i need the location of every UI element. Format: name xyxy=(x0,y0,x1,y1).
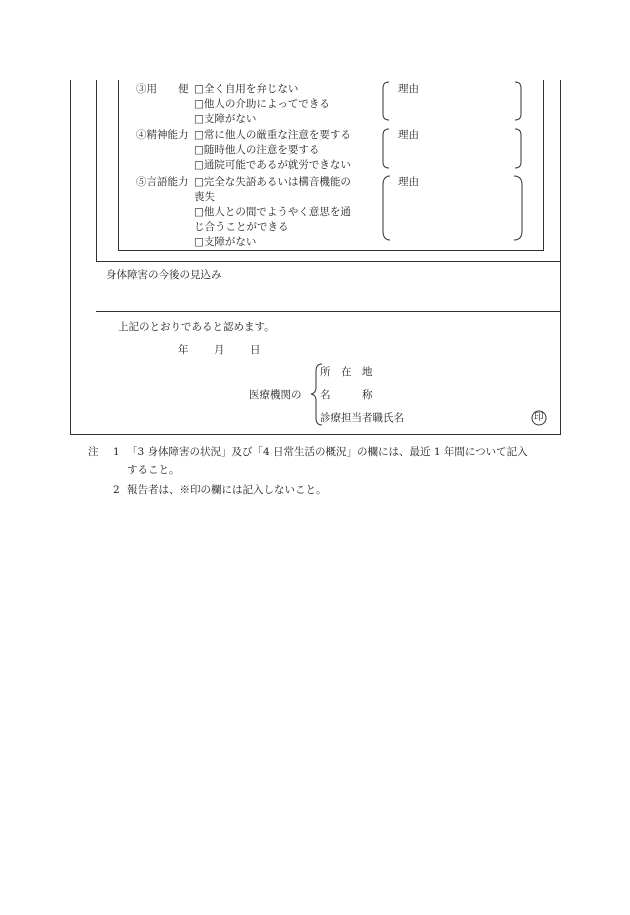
option-continuation: じ合うことができる xyxy=(194,221,289,233)
reason-bracket-right xyxy=(514,176,522,240)
item-label-toilet: ③用 便 xyxy=(136,83,189,95)
notes-prefix: 注 xyxy=(88,446,99,458)
reason-bracket-left xyxy=(383,129,389,168)
reason-label: 理由 xyxy=(398,83,419,95)
note-number: 1 xyxy=(113,446,120,458)
reason-label: 理由 xyxy=(398,129,419,141)
certification-statement: 上記のとおりであると認めます。 xyxy=(118,321,275,333)
reason-bracket-left xyxy=(383,82,389,120)
option-checkbox[interactable]: □通院可能であるが就労できない xyxy=(194,159,351,171)
option-checkbox[interactable]: □支障がない xyxy=(194,236,257,248)
option-checkbox[interactable]: □全く自用を弁じない xyxy=(194,83,299,95)
option-checkbox[interactable]: □常に他人の厳重な注意を要する xyxy=(194,129,351,141)
note-text: 「3 身体障害の状況」及び「4 日常生活の概況」の欄には、最近 1 年間について記入 xyxy=(127,446,528,458)
item-label-speech: ⑤言語能力 xyxy=(136,176,189,188)
institution-label: 医療機関の xyxy=(249,389,302,401)
option-checkbox[interactable]: □随時他人の注意を要する xyxy=(194,144,320,156)
option-checkbox[interactable]: □他人の介助によってできる xyxy=(194,98,330,110)
option-checkbox[interactable]: □支障がない xyxy=(194,113,257,125)
address-label: 所 在 地 xyxy=(320,366,373,378)
item-label-mental: ④精神能力 xyxy=(136,129,189,141)
option-checkbox[interactable]: □他人との間でようやく意思を通 xyxy=(194,206,351,218)
option-continuation: 喪失 xyxy=(194,191,215,203)
doctor-label: 診療担当者職氏名 xyxy=(320,412,404,424)
reason-bracket-left xyxy=(383,176,390,240)
note-text: すること。 xyxy=(127,464,180,476)
seal-mark: 印 xyxy=(534,412,544,423)
name-label: 名 称 xyxy=(320,389,373,401)
date-month: 月 xyxy=(214,344,225,356)
reason-label: 理由 xyxy=(398,176,419,188)
prognosis-heading: 身体障害の今後の見込み xyxy=(106,269,222,281)
reason-bracket-right xyxy=(515,82,521,120)
date-day: 日 xyxy=(250,344,261,356)
note-number: 2 xyxy=(113,484,120,496)
note-text: 報告者は、※印の欄には記入しないこと。 xyxy=(127,484,327,496)
date-year: 年 xyxy=(178,344,189,356)
option-checkbox[interactable]: □完全な失語あるいは構音機能の xyxy=(194,176,351,188)
reason-bracket-right xyxy=(515,129,521,168)
